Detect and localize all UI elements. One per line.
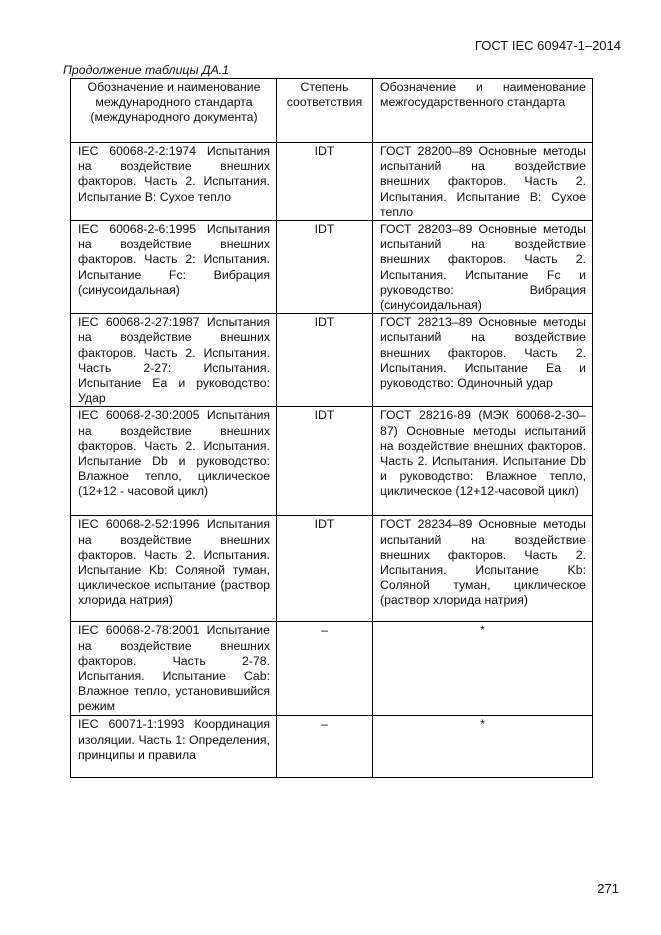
interstate-standard-cell: * bbox=[373, 716, 593, 778]
table-row bbox=[71, 622, 593, 716]
degree-cell: – bbox=[277, 622, 373, 716]
degree-cell: IDT bbox=[277, 516, 373, 622]
interstate-standard-cell: ГОСТ 28213–89 Основные методы испытаний на воздействие внешних факторов. Часть 2. Испытания. Испытание Ea и руководство: Одиночный удар bbox=[373, 314, 593, 407]
interstate-standard-cell: ГОСТ 28234–89 Основные методы испытаний на воздействие внешних факторов. Часть 2. Испытания. Испытание Kb: Соляной туман, циклическое (раствор хлорида натрия) bbox=[373, 516, 593, 622]
table-row bbox=[71, 716, 593, 778]
degree-cell: – bbox=[277, 716, 373, 778]
intl-standard-cell: IEC 60068-2-52:1996 Испытания на воздействие внешних факторов. Часть 2. Испытания. Испытание Kb: Соляной туман, циклическое испытание (раствор хлорида натрия) bbox=[71, 516, 277, 622]
interstate-standard-cell: ГОСТ 28203–89 Основные методы испытаний на воздействие внешних факторов. Часть 2. Испытания. Испытание Fc и руководство: Вибрация (синусоидальная) bbox=[373, 221, 593, 314]
table-header-row bbox=[71, 79, 593, 143]
correspondence-table bbox=[70, 78, 593, 778]
table-row bbox=[71, 221, 593, 314]
degree-cell: IDT bbox=[277, 314, 373, 407]
table-row bbox=[71, 314, 593, 407]
degree-cell: IDT bbox=[277, 221, 373, 314]
intl-standard-cell: IEC 60068-2-27:1987 Испытания на воздействие внешних факторов. Часть 2. Испытания. Часть 2-27: Испытания. Испытание Ea и руководство: Удар bbox=[71, 314, 277, 407]
interstate-standard-cell: * bbox=[373, 622, 593, 716]
degree-cell: IDT bbox=[277, 143, 373, 221]
header-intl-standard: Обозначение и наименование международного стандарта (международного документа) bbox=[71, 79, 277, 143]
degree-cell: IDT bbox=[277, 407, 373, 516]
intl-standard-cell: IEC 60068-2-6:1995 Испытания на воздействие внешних факторов. Часть 2: Испытания. Испытание Fc: Вибрация (синусоидальная) bbox=[71, 221, 277, 314]
table-row bbox=[71, 143, 593, 221]
header-interstate-standard: Обозначение и наименование межгосударственного стандарта bbox=[373, 79, 593, 143]
intl-standard-cell: IEC 60068-2-2:1974 Испытания на воздействие внешних факторов. Часть 2. Испытания. Испытание B: Сухое тепло bbox=[71, 143, 277, 221]
table-caption: Продолжение таблицы ДА.1 bbox=[63, 63, 230, 77]
intl-standard-cell: IEC 60068-2-30:2005 Испытания на воздействие внешних факторов. Часть 2. Испытания. Испытание Db и руководство: Влажное тепло, циклическое (12+12 - часовой цикл) bbox=[71, 407, 277, 516]
standard-code: ГОСТ IEC 60947-1–2014 bbox=[474, 38, 621, 53]
table-row bbox=[71, 516, 593, 622]
intl-standard-cell: IEC 60071-1:1993 Координация изоляции. Часть 1: Определения, принципы и правила bbox=[71, 716, 277, 778]
header-degree: Степень соответствия bbox=[277, 79, 373, 143]
interstate-standard-cell: ГОСТ 28216-89 (МЭК 60068-2-30–87) Основные методы испытаний на воздействие внешних факторов. Часть 2. Испытания. Испытание Db и руководство: Влажное тепло, циклическое (12+12-часовой цикл) bbox=[373, 407, 593, 516]
table-row bbox=[71, 407, 593, 516]
interstate-standard-cell: ГОСТ 28200–89 Основные методы испытаний на воздействие внешних факторов. Часть 2. Испытания. Испытание B: Сухое тепло bbox=[373, 143, 593, 221]
page-number: 271 bbox=[597, 881, 619, 896]
intl-standard-cell: IEC 60068-2-78:2001 Испытание на воздействие внешних факторов. Часть 2-78. Испытания. Испытание Cab: Влажное тепло, установившийся режим bbox=[71, 622, 277, 716]
